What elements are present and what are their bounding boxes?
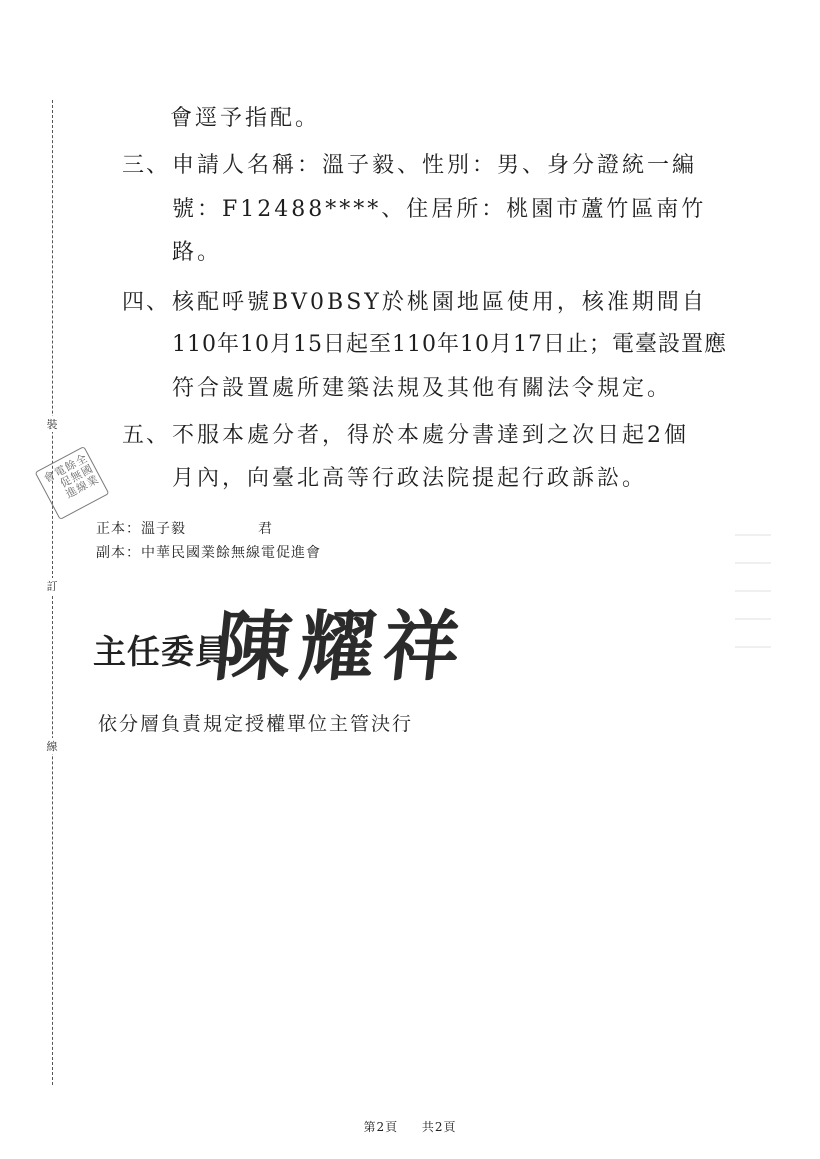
duplicate-recipient: 副本：中華民國業餘無線電促進會 (96, 545, 321, 561)
page-total: 共2頁 (421, 1120, 457, 1134)
binding-mark-zhuang: 裝 (44, 416, 60, 432)
item-5-line-1: 不服本處分者，得於本處分書達到之次日起2個 (172, 423, 689, 448)
delegation-note: 依分層負責規定授權單位主管決行 (98, 713, 414, 735)
item-5-number: 五、 (122, 423, 171, 448)
original-recipient-suffix: 君 (258, 521, 273, 537)
item-5-line-2: 月內，向臺北高等行政法院提起行政訴訟。 (172, 466, 648, 491)
original-recipient: 正本：溫子毅 (96, 521, 186, 537)
item-4-line-2: 110年10月15日起至110年10月17日止；電臺設置應 (172, 332, 727, 357)
item-4-number: 四、 (122, 290, 171, 315)
signature-name: 陳耀祥 (210, 602, 473, 691)
binding-mark-xian: 線 (44, 738, 60, 754)
receipt-stamp (35, 446, 110, 520)
item-3-line-1: 申請人名稱：溫子毅、性別：男、身分證統一編 (172, 153, 698, 178)
continued-line: 會逕予指配。 (170, 106, 321, 131)
stamp-text: 全國業餘無線電促進會 (40, 451, 101, 501)
page-footer (0, 1118, 820, 1135)
item-3-number: 三、 (122, 153, 171, 178)
item-4-line-3: 符合設置處所建築法規及其他有關法令規定。 (172, 376, 673, 401)
item-4-line-1: 核配呼號BV0BSY於桃園地區使用，核准期間自 (172, 290, 707, 315)
item-3-line-3: 路。 (172, 240, 223, 265)
item-3-line-2: 號：F12488****、住居所：桃園市蘆竹區南竹 (172, 197, 707, 222)
signature-title: 主任委員 (93, 632, 229, 671)
page-number: 第2頁 (363, 1120, 399, 1134)
binding-mark-ding: 訂 (44, 578, 60, 594)
scan-artifact (735, 520, 771, 670)
